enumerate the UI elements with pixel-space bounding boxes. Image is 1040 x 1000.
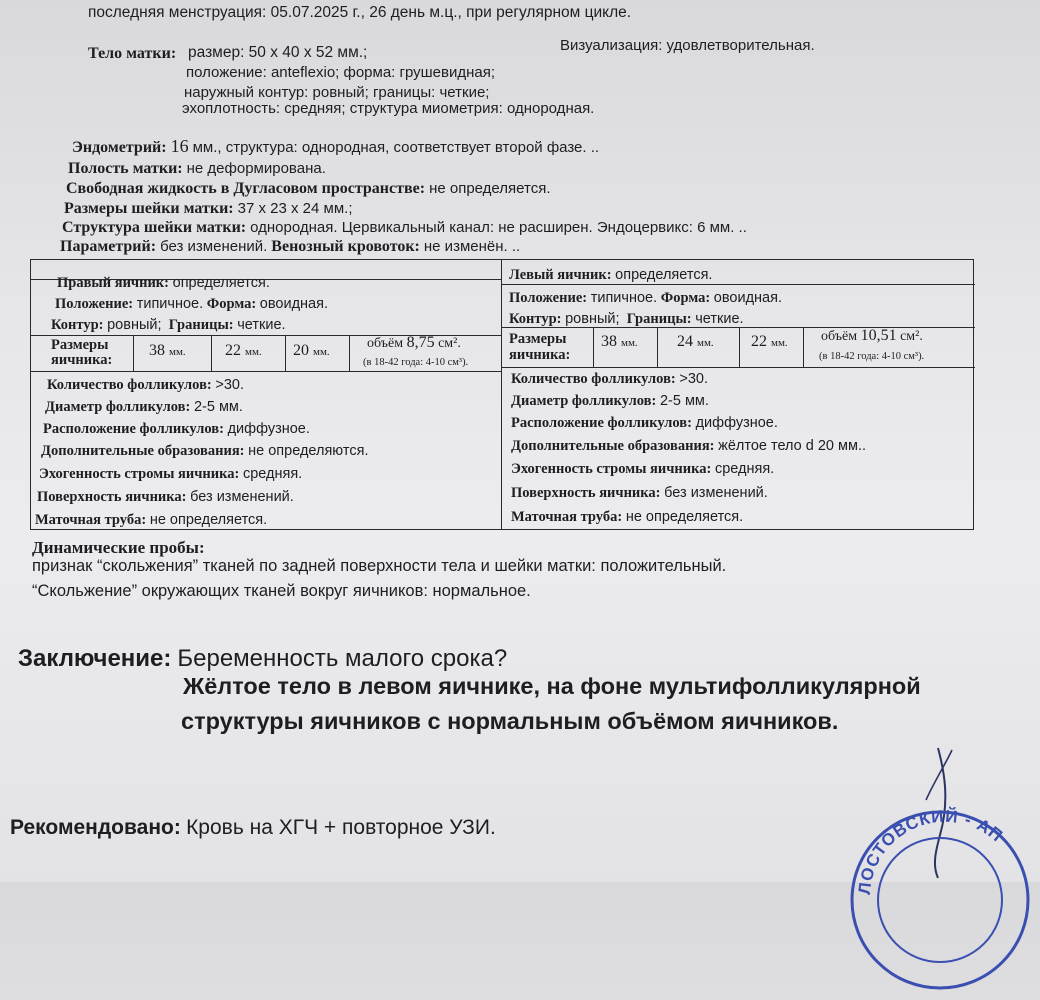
cavity-line: Полость матки: не деформирована. (68, 160, 326, 177)
ovary-table (30, 259, 974, 530)
left-follicles-location: Расположение фолликулов: диффузное. (511, 415, 778, 431)
stamp-text: ЛОСТОВСКИЙ - АП (854, 806, 1007, 896)
left-surface: Поверхность яичника: без изменений. (511, 485, 768, 501)
right-ovary-title: Правый яичник: определяется. (57, 275, 270, 291)
right-ovary-volume-norm: (в 18-42 года: 4-10 см³). (363, 357, 469, 368)
endometrium-line: Эндометрий: 16 мм., структура: однородная, соответствует второй фазе. .. (72, 136, 600, 156)
right-ovary-contour: Контур: ровный; Границы: четкие. (51, 317, 286, 333)
right-ovary-sizes-label: Размеры яичника: (51, 337, 113, 368)
table-rule (133, 335, 134, 371)
table-rule (211, 335, 212, 371)
left-ovary-title: Левый яичник: определяется. (509, 267, 713, 283)
right-stroma-echo: Эхогенность стромы яичника: средняя. (39, 466, 303, 482)
left-ovary-position: Положение: типичное. Форма: овоидная. (509, 290, 782, 306)
right-follicles-location: Расположение фолликулов: диффузное. (43, 421, 310, 437)
right-follicles-count: Количество фолликулов: >30. (47, 377, 244, 393)
left-ovary-dim-2: 24 мм. (677, 333, 714, 350)
left-tube: Маточная труба: не определяется. (511, 509, 744, 525)
table-rule (501, 284, 975, 285)
left-ovary-sizes-label: Размеры яичника: (509, 331, 571, 363)
right-surface: Поверхность яичника: без изменений. (37, 489, 294, 505)
left-ovary-contour: Контур: ровный; Границы: четкие. (509, 311, 744, 327)
conclusion-line-1: Заключение: Беременность малого срока? (18, 645, 508, 672)
dynamic-line-1: признак “скольжения” тканей по задней поверхности тела и шейки матки: положительный. (32, 557, 727, 575)
table-rule (501, 367, 975, 368)
table-rule (657, 327, 658, 367)
right-ovary-volume: объём 8,75 см². (367, 334, 461, 351)
left-ovary-dim-1: 38 мм. (601, 333, 638, 350)
cervix-structure-line: Структура шейки матки: однородная. Цервикальный канал: не расширен. Эндоцервикс: 6 мм. .. (62, 219, 747, 236)
right-tube: Маточная труба: не определяется. (35, 512, 268, 528)
table-rule (285, 335, 286, 371)
dynamic-line-2: “Скольжение” окружающих тканей вокруг яичников: нормальное. (32, 582, 531, 600)
left-ovary-volume: объём 10,51 см². (821, 327, 923, 344)
right-ovary-dim-3: 20 мм. (293, 342, 330, 359)
visualization: Визуализация: удовлетворительная. (560, 37, 815, 54)
table-rule (31, 371, 501, 372)
right-ovary-dim-2: 22 мм. (225, 342, 262, 359)
table-rule (739, 327, 740, 367)
conclusion-line-3: структуры яичников с нормальным объёмом яичников. (181, 708, 839, 734)
fluid-line: Свободная жидкость в Дугласовом пространстве: не определяется. (66, 180, 551, 197)
left-extra-formations: Дополнительные образования: жёлтое тело d 20 мм.. (511, 438, 867, 454)
left-ovary-volume-norm: (в 18-42 года: 4-10 см³). (819, 351, 925, 362)
uterus-size: размер: 50 x 40 x 52 мм.; (188, 44, 368, 61)
svg-text:ЛОСТОВСКИЙ - АП (855, 807, 1007, 896)
left-stroma-echo: Эхогенность стромы яичника: средняя. (511, 461, 775, 477)
right-follicles-diameter: Диаметр фолликулов: 2-5 мм. (45, 399, 243, 415)
left-follicles-diameter: Диаметр фолликулов: 2-5 мм. (511, 393, 709, 409)
uterus-contour: наружный контур: ровный; границы: четкие; (184, 84, 490, 101)
table-rule (803, 327, 804, 367)
conclusion-line-2: Жёлтое тело в левом яичнике, на фоне мультифолликулярной (183, 673, 921, 699)
parametrium-line: Параметрий: без изменений. Венозный кровоток: не изменён. .. (60, 238, 521, 255)
uterus-label: Тело матки: (88, 45, 177, 62)
uterus-echo: эхоплотность: средняя; структура миометрия: однородная. (182, 100, 595, 117)
table-rule (349, 335, 350, 371)
table-center-divider (501, 260, 502, 529)
right-extra-formations: Дополнительные образования: не определяются. (41, 443, 369, 459)
cervix-size-line: Размеры шейки матки: 37 x 23 x 24 мм.; (64, 200, 353, 217)
right-ovary-dim-1: 38 мм. (149, 342, 186, 359)
left-ovary-dim-3: 22 мм. (751, 333, 788, 350)
dynamic-title: Динамические пробы: (32, 538, 205, 557)
recommendation-line: Рекомендовано: Кровь на ХГЧ + повторное УЗИ. (10, 816, 496, 839)
menstruation-line: последняя менструация: 05.07.2025 г., 26 день м.ц., при регулярном цикле. (88, 4, 632, 21)
right-ovary-position: Положение: типичное. Форма: овоидная. (55, 296, 328, 312)
uterus-position: положение: anteflexio; форма: грушевидная; (186, 64, 496, 81)
clinic-stamp (840, 800, 1040, 1000)
left-follicles-count: Количество фолликулов: >30. (511, 371, 708, 387)
table-rule (593, 327, 594, 367)
